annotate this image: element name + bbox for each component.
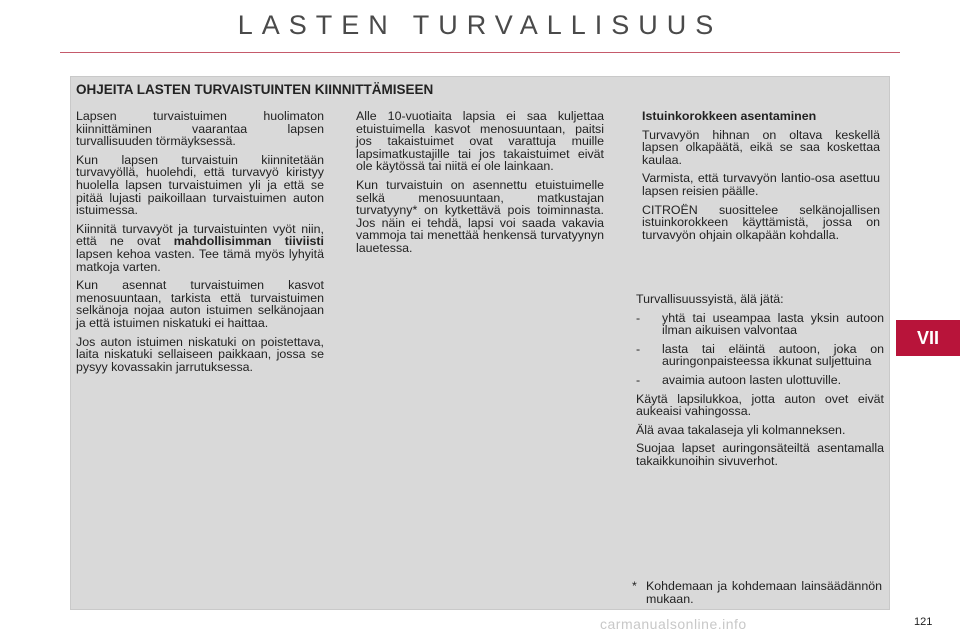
- column-3-safety: [636, 293, 884, 474]
- subheading: Istuinkorokkeen asentaminen: [642, 109, 817, 123]
- paragraph: [76, 223, 324, 273]
- paragraph: Kun asennat turvaistuimen kasvot menosuuntaan, tarkista että turvaistuimen selkänoja nojaa auton istuimen selkänojaan ja että istuimen niskatuki ei haittaa.: [76, 278, 324, 330]
- emphasis-text: mahdollisimman tiiviisti: [173, 234, 324, 249]
- paragraph-text: lapsen kehoa vasten. Tee tämä myös lyhyitä matkoja varten.: [76, 246, 324, 274]
- paragraph: Käytä lapsilukkoa, jotta auton ovet eivät aukeaisi vahingossa.: [636, 391, 884, 419]
- title-divider: [60, 52, 900, 53]
- list-item: - yhtä tai useampaa lasta yksin autoon ilman aikuisen valvontaa: [636, 310, 884, 338]
- paragraph: Alle 10-vuotiaita lapsia ei saa kuljettaa etuistuimella kasvot menosuuntaan, paitsi jos takaistuimet ovat varattuja muille lapsimatkustajille tai jos takaistuimet eivät ole käytössä tai niitä ei ole lainkaan.: [356, 109, 604, 174]
- footnote-marker: *: [632, 579, 637, 593]
- page-number: 121: [914, 616, 933, 628]
- footnote-text: Kohdemaan ja kohdemaan lainsäädännön mukaan.: [646, 579, 882, 606]
- list-item: - avaimia autoon lasten ulottuville.: [636, 372, 842, 387]
- paragraph-text: Kiinnitä turvavyöt ja turvaistuinten vyöt niin, että ne ovat: [76, 221, 324, 249]
- paragraph: Älä avaa takalaseja yli kolmanneksen.: [636, 422, 846, 437]
- paragraph: Lapsen turvaistuimen huolimaton kiinnittäminen vaarantaa lapsen turvallisuuden törmäyksessä.: [76, 109, 324, 149]
- column-3-booster: [640, 110, 880, 247]
- chapter-tab[interactable]: VII: [896, 320, 960, 356]
- safety-list: [636, 312, 884, 387]
- footnote: [632, 580, 882, 605]
- list-item: - lasta tai eläintä autoon, joka on auringonpaisteessa ikkunat suljettuina: [636, 341, 884, 369]
- paragraph: CITROËN suosittelee selkänojallisen istuinkorokkeen käyttämistä, jossa on turvavyön ohjain olkapään kohdalla.: [642, 202, 880, 242]
- paragraph: Varmista, että turvavyön lantio-osa asettuu lapsen reisien päälle.: [642, 171, 880, 198]
- page-title: LASTEN TURVALLISUUS: [237, 10, 723, 40]
- paragraph: Turvavyön hihnan on oltava keskellä lapsen olkapäätä, eikä se saa koskettaa kaulaa.: [642, 127, 880, 167]
- watermark: carmanualsonline.info: [600, 616, 747, 632]
- paragraph: Suojaa lapset auringonsäteiltä asentamalla takaikkunoihin sivuverhot.: [636, 441, 884, 468]
- paragraph: Kun lapsen turvaistuin kiinnitetään turvavyöllä, huolehdi, että turvavyö kiristyy huolella lapsen turvaistuimen yli ja että se pitää lujasti paikoillaan turvaistuimen auton istuimessa.: [76, 152, 324, 218]
- paragraph: Turvallisuussyistä, älä jätä:: [636, 292, 784, 306]
- paragraph: Kun turvaistuin on asennettu etuistuimelle selkä menosuuntaan, matkustajan turvatyyny* on kytkettävä pois toiminnasta. Jos näin ei tehdä, lapsi voi saada vakavia vammoja tai menettää henkensä turvatyynyn lauetessa.: [356, 177, 604, 255]
- paragraph: Jos auton istuimen niskatuki on poistettava, laita niskatuki sellaiseen paikkaan, jossa se pysyy kovassakin jarrutuksessa.: [76, 334, 324, 374]
- section-heading: OHJEITA LASTEN TURVAISTUINTEN KIINNITTÄMISEEN: [76, 82, 434, 97]
- column-1: [76, 110, 324, 379]
- column-2: [356, 110, 604, 261]
